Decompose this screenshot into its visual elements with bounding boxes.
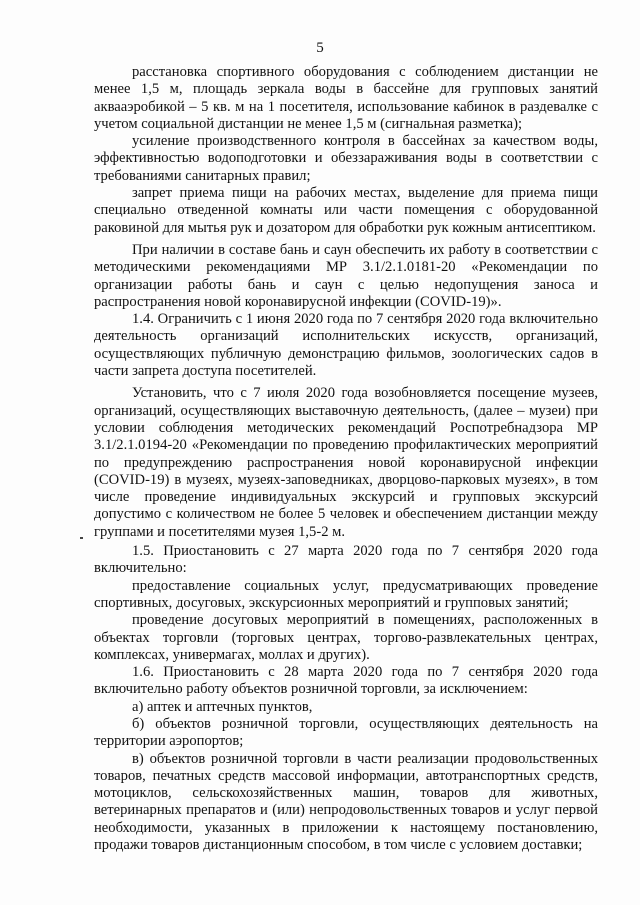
paragraph: расстановка спортивного оборудования с соблюдением дистанции не менее 1,5 м, площадь зеркала воды в бассейне для групповых занятий аквааэробикой – 5 кв. м на 1 посетителя, использование кабинок в раздевалке с учетом социальной дистанции не менее 1,5 м (сигнальная разметка); <box>94 64 598 132</box>
paragraph: запрет приема пищи на рабочих местах, выделение для приема пищи специально отведенной комнаты или части помещения с оборудованной раковиной для мытья рук и дозатором для обработки рук кожным антисептиком. <box>94 185 598 236</box>
paragraph: 1.6. Приостановить с 28 марта 2020 года по 7 сентября 2020 года включительно работу объектов розничной торговли, за исключением: <box>94 664 598 698</box>
list-item: в) объектов розничной торговли в части реализации продовольственных товаров, печатных средств массовой информации, автотранспортных средств, мотоциклов, сельскохозяйственных машин, товаров для животных, ветеринарных препаратов и (или) непродовольственных товаров и услуг первой необходимости, указанных в приложении к настоящему постановлению, продажи товаров дистанционным способом, в том числе с условием доставки; <box>94 750 598 854</box>
paragraph: проведение досуговых мероприятий в помещениях, расположенных в объектах торговли (торговых центрах, торгово-развлекательных центрах, комплексах, универмагах, моллах и других). <box>94 612 598 663</box>
paragraph: 1.5. Приостановить с 27 марта 2020 года по 7 сентября 2020 года включительно: <box>94 543 598 577</box>
list-item: а) аптек и аптечных пунктов, <box>132 698 313 715</box>
page-number: 5 <box>316 40 324 56</box>
paragraph: 1.4. Ограничить с 1 июня 2020 года по 7 сентября 2020 года включительно деятельность организаций исполнительских искусств, организаций, осуществляющих публичную демонстрацию фильмов, зоологических садов в части запрета доступа посетителей. <box>94 311 598 380</box>
scan-speck <box>80 537 83 539</box>
paragraph: При наличии в составе бань и саун обеспечить их работу в соответствии с методическими рекомендациями МР 3.1/2.1.0181-20 «Рекомендации по организации работы бань и саун с целью недопущения заноса и распространения новой коронавирусной инфекции (COVID-19)». <box>94 241 598 310</box>
list-item: б) объектов розничной торговли, осуществляющих деятельность на территории аэропортов; <box>94 715 598 750</box>
paragraph: Установить, что с 7 июля 2020 года возобновляется посещение музеев, организаций, осуществляющих выставочную деятельность, (далее – музеи) при условии соблюдения методических рекомендаций Роспотребнадзора МР 3.1/2.1.0194-20 «Рекомендации по проведению профилактических мероприятий по предупреждению распространения новой коронавирусной инфекции (COVID-19) в музеях, музеях-заповедниках, дворцово-парковых музеях», в том числе проведение индивидуальных экскурсий и групповых экскурсий допустимо с количеством не более 5 человек и обеспечением дистанции между группами и посетителями музея 1,5-2 м. <box>94 385 598 540</box>
paragraph: предоставление социальных услуг, предусматривающих проведение спортивных, досуговых, экскурсионных мероприятий и групповых занятий; <box>94 577 598 611</box>
paragraph: усиление производственного контроля в бассейнах за качеством воды, эффективностью водоподготовки и обеззараживания воды в соответствии с требованиями санитарных правил; <box>94 133 598 184</box>
document-body <box>94 64 598 854</box>
